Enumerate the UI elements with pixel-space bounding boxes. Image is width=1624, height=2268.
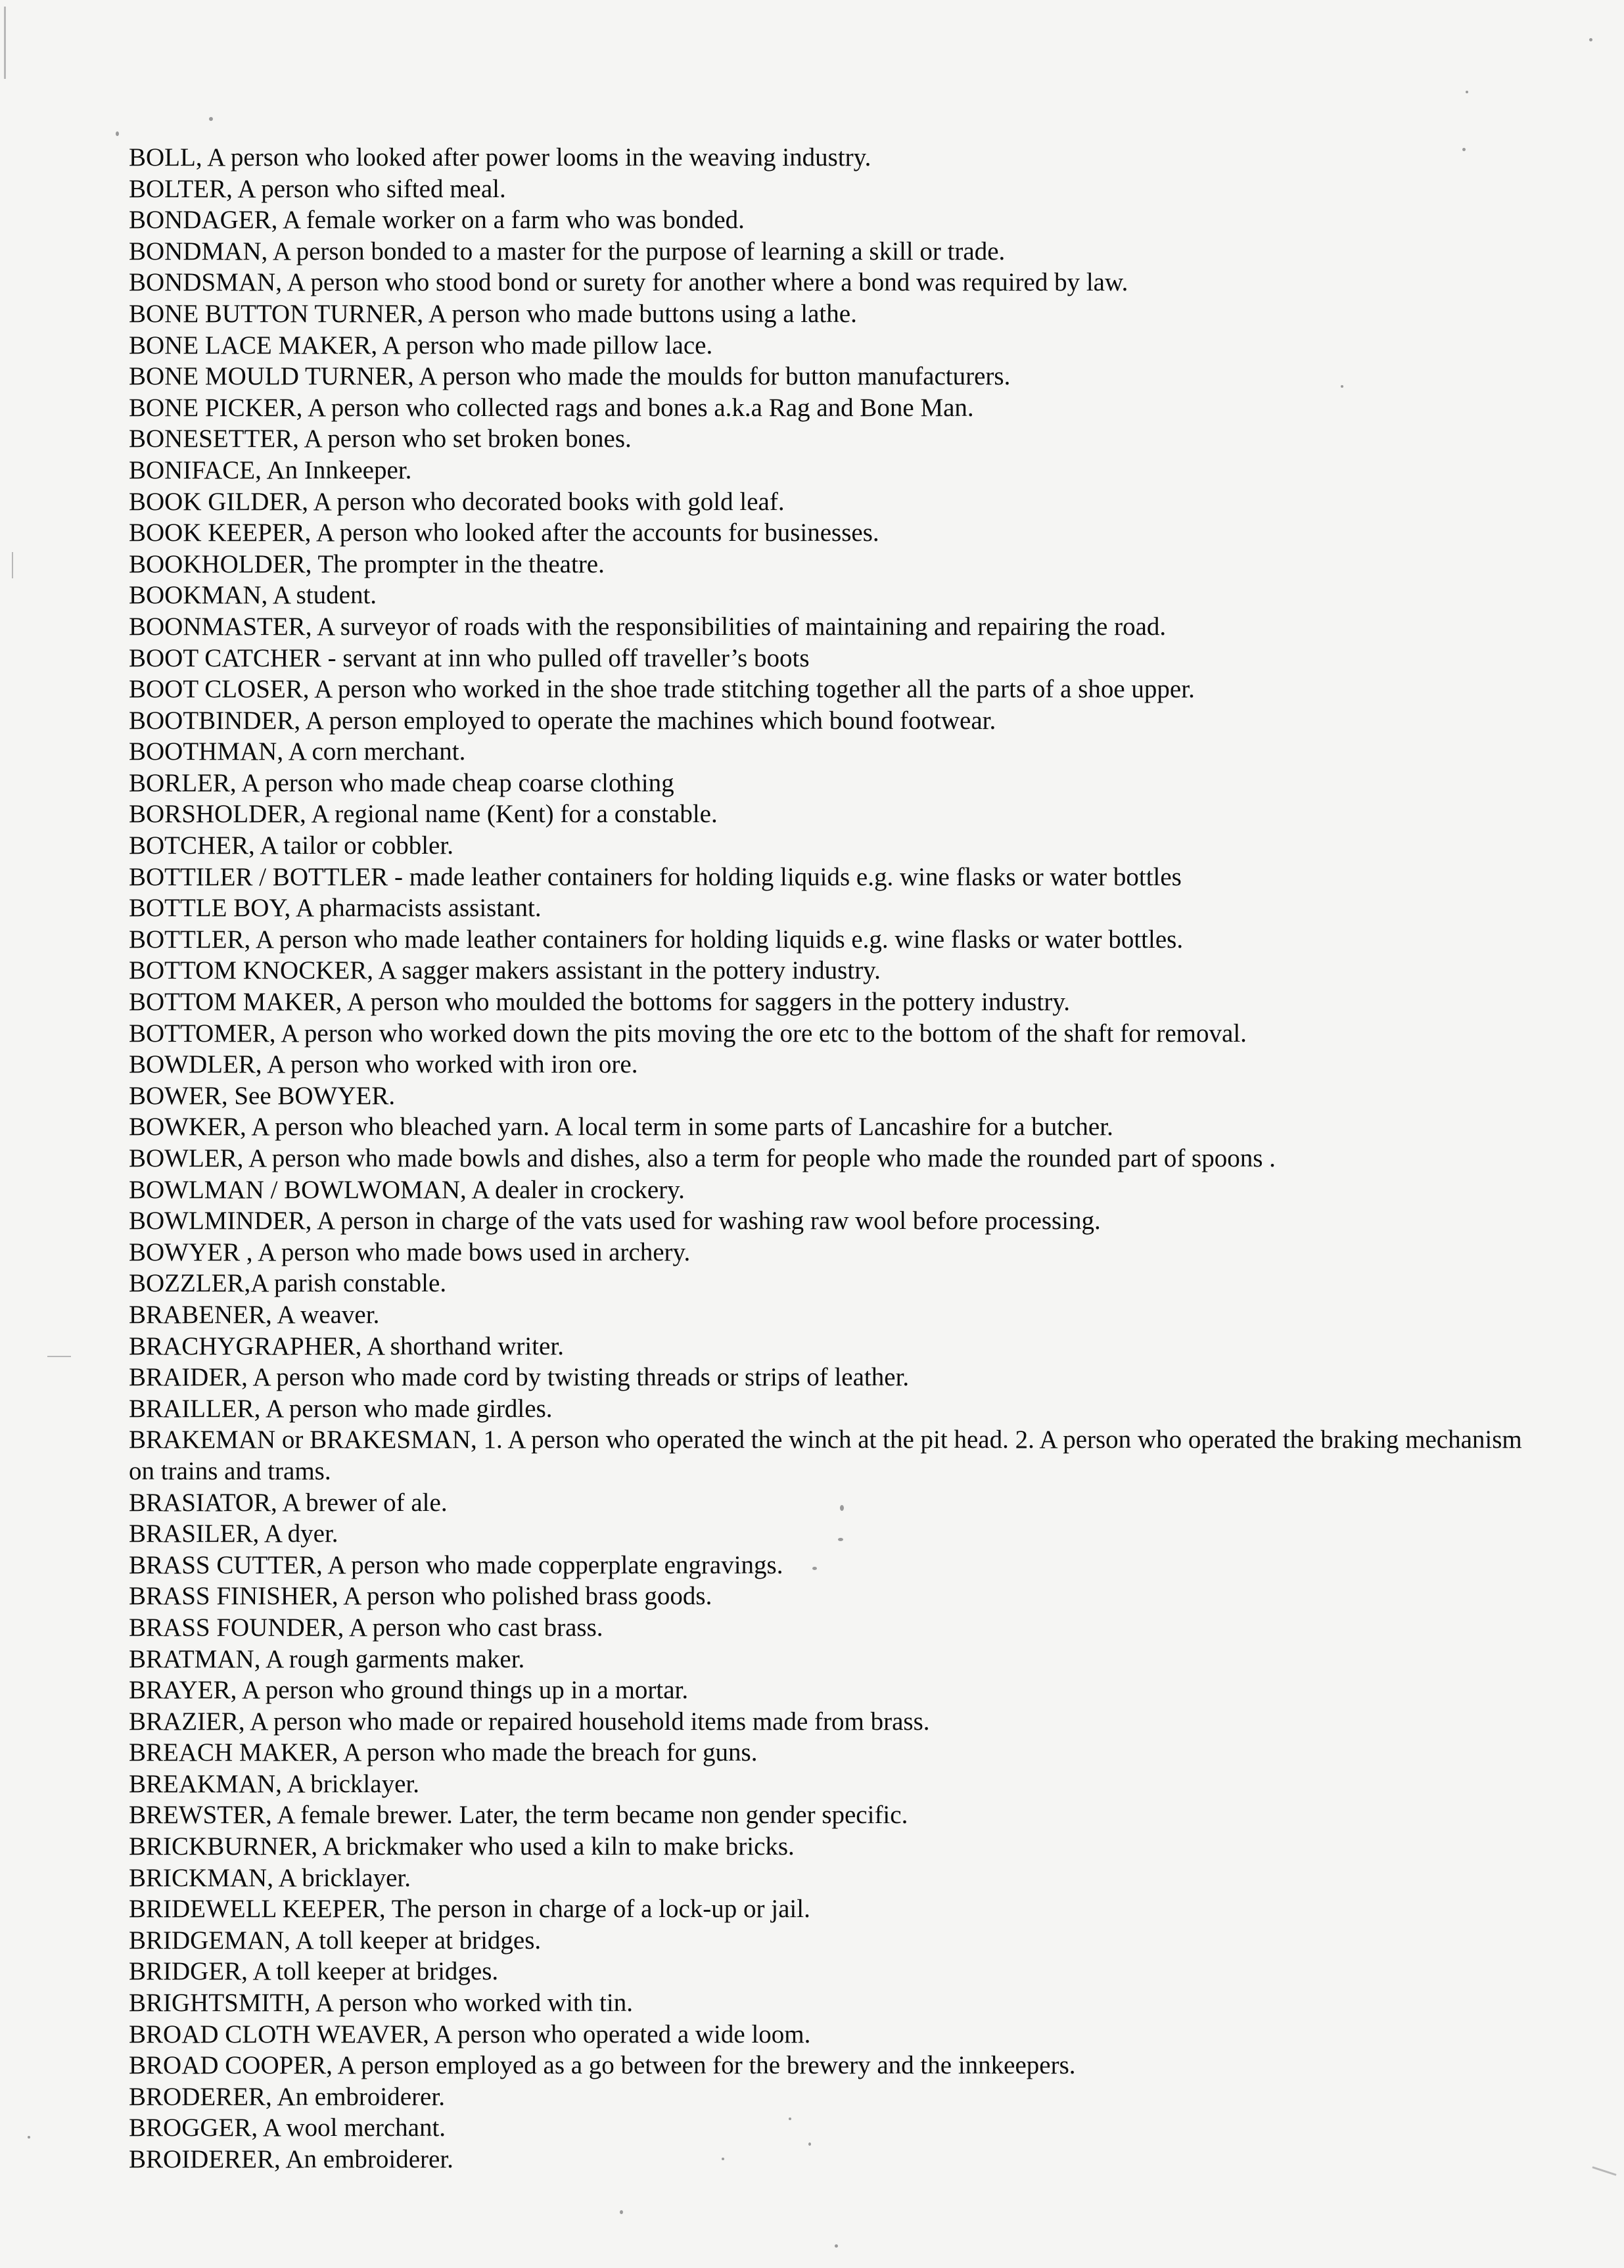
scan-speck xyxy=(840,1505,844,1511)
glossary-entry: BREWSTER, A female brewer. Later, the term became non gender specific. xyxy=(129,1801,908,1830)
glossary-entry: BRIGHTSMITH, A person who worked with tin. xyxy=(129,1989,633,2018)
glossary-entry: BROIDERER, An embroiderer. xyxy=(129,2145,453,2173)
glossary-entry: BROGGER, A wool merchant. xyxy=(129,2114,446,2142)
glossary-entry: BONE LACE MAKER, A person who made pillow lace. xyxy=(129,331,713,359)
glossary-entry: BOOKHOLDER, The prompter in the theatre. xyxy=(129,549,605,578)
glossary-entry: BONE PICKER, A person who collected rags and bones a.k.a Rag and Bone Man. xyxy=(129,393,974,422)
glossary-entry: BONIFACE, An Innkeeper. xyxy=(129,455,412,484)
glossary-entry: BRABENER, A weaver. xyxy=(129,1300,380,1329)
glossary-entry: BOLTER, A person who sifted meal. xyxy=(129,174,506,203)
glossary-entry: BOOK KEEPER, A person who looked after the accounts for businesses. xyxy=(129,519,879,547)
glossary-entry: BRAYER, A person who ground things up in a mortar. xyxy=(129,1676,689,1705)
glossary-entry: BOTTOM MAKER, A person who moulded the bottoms for saggers in the pottery industry. xyxy=(129,988,1071,1017)
glossary-entry: BOLL, A person who looked after power looms in the weaving industry. xyxy=(129,143,871,172)
glossary-entry: BOWER, See BOWYER. xyxy=(129,1081,396,1110)
glossary-entry: BOTCHER, A tailor or cobbler. xyxy=(129,831,453,860)
glossary-entry: BOTTOMER, A person who worked down the pits moving the ore etc to the bottom of the shaft for removal. xyxy=(129,1019,1247,1048)
glossary-entry: BOWYER , A person who made bows used in archery. xyxy=(129,1238,691,1266)
glossary-entry: BOWLMAN / BOWLWOMAN, A dealer in crockery. xyxy=(129,1175,685,1204)
glossary-entry: BRIDGEMAN, A toll keeper at bridges. xyxy=(129,1926,542,1955)
glossary-entry: BONE BUTTON TURNER, A person who made buttons using a lathe. xyxy=(129,299,857,328)
scan-speck xyxy=(1466,91,1468,93)
glossary-entry: BOWKER, A person who bleached yarn. A local term in some parts of Lancashire for a butcher. xyxy=(129,1113,1113,1142)
glossary-entry: BONDMAN, A person bonded to a master for the purpose of learning a skill or trade. xyxy=(129,237,1006,266)
glossary-entry: BROAD CLOTH WEAVER, A person who operated a wide loom. xyxy=(129,2020,811,2048)
glossary-entry: BONESETTER, A person who set broken bones. xyxy=(129,425,632,453)
glossary-entry: BOOT CATCHER - servant at inn who pulled off traveller’s boots xyxy=(129,643,810,672)
scan-speck xyxy=(1341,385,1343,388)
scan-speck xyxy=(620,2210,623,2214)
glossary-entry: BRATMAN, A rough garments maker. xyxy=(129,1644,525,1673)
scan-speck xyxy=(209,117,213,121)
glossary-entry: BRAKEMAN or BRAKESMAN, 1. A person who operated the winch at the pit head. 2. A person who operated the braking mechanism on trains and trams. xyxy=(129,1425,1522,1485)
glossary-entry: BRASILER, A dyer. xyxy=(129,1519,338,1548)
glossary-entry: BOWLER, A person who made bowls and dishes, also a term for people who made the rounded part of spoons . xyxy=(129,1144,1276,1172)
scan-speck xyxy=(1462,148,1466,151)
glossary-entry: BOOTBINDER, A person employed to operate the machines which bound footwear. xyxy=(129,706,996,735)
scan-speck xyxy=(722,2158,724,2160)
glossary-list xyxy=(129,142,1542,2175)
glossary-entry: BRASS FINISHER, A person who polished brass goods. xyxy=(129,1582,712,1611)
scan-speck xyxy=(808,2142,811,2146)
glossary-entry: BRODERER, An embroiderer. xyxy=(129,2082,445,2111)
scan-speck xyxy=(28,2136,30,2139)
glossary-entry: BONDAGER, A female worker on a farm who was bonded. xyxy=(129,206,745,235)
scan-speck xyxy=(835,2244,838,2248)
scan-speck xyxy=(1589,38,1592,41)
glossary-entry: BOWDLER, A person who worked with iron ore. xyxy=(129,1050,638,1079)
glossary-entry: BREAKMAN, A bricklayer. xyxy=(129,1769,419,1798)
glossary-entry: BOZZLER,A parish constable. xyxy=(129,1269,447,1298)
glossary-entry: BOOT CLOSER, A person who worked in the shoe trade stitching together all the parts of a shoe upper. xyxy=(129,675,1195,704)
glossary-entry: BOONMASTER, A surveyor of roads with the responsibilities of maintaining and repairing the road. xyxy=(129,612,1167,641)
glossary-entry: BRAILLER, A person who made girdles. xyxy=(129,1394,553,1423)
glossary-entry: BRICKBURNER, A brickmaker who used a kiln to make bricks. xyxy=(129,1832,795,1861)
glossary-entry: BRIDGER, A toll keeper at bridges. xyxy=(129,1957,499,1986)
glossary-entry: BRACHYGRAPHER, A shorthand writer. xyxy=(129,1331,564,1360)
glossary-entry: BREACH MAKER, A person who made the breach for guns. xyxy=(129,1738,758,1767)
glossary-entry: BOTTLE BOY, A pharmacists assistant. xyxy=(129,894,542,923)
scan-edge-mark xyxy=(12,552,13,578)
glossary-entry: BOOK GILDER, A person who decorated books with gold leaf. xyxy=(129,487,785,516)
glossary-entry: BORSHOLDER, A regional name (Kent) for a constable. xyxy=(129,800,718,829)
glossary-entry: BRASS FOUNDER, A person who cast brass. xyxy=(129,1613,603,1642)
scan-speck xyxy=(812,1567,817,1570)
glossary-entry: BRASIATOR, A brewer of ale. xyxy=(129,1488,448,1517)
scan-edge-mark xyxy=(47,1356,71,1357)
glossary-entry: BOTTOM KNOCKER, A sagger makers assistant in the pottery industry. xyxy=(129,956,881,985)
scan-speck xyxy=(789,2118,791,2120)
glossary-entry: BOOTHMAN, A corn merchant. xyxy=(129,737,466,766)
scan-speck xyxy=(838,1538,843,1541)
glossary-entry: BRASS CUTTER, A person who made copperplate engravings. xyxy=(129,1550,783,1579)
glossary-entry: BONDSMAN, A person who stood bond or surety for another where a bond was required by law. xyxy=(129,268,1128,297)
glossary-entry: BRAZIER, A person who made or repaired household items made from brass. xyxy=(129,1707,930,1736)
glossary-entry: BOOKMAN, A student. xyxy=(129,581,377,610)
glossary-entry: BORLER, A person who made cheap coarse clothing xyxy=(129,768,674,797)
glossary-entry: BRICKMAN, A bricklayer. xyxy=(129,1863,411,1892)
glossary-entry: BOTTILER / BOTTLER - made leather containers for holding liquids e.g. wine flasks or water bottles xyxy=(129,862,1182,891)
glossary-entry: BOWLMINDER, A person in charge of the vats used for washing raw wool before processing. xyxy=(129,1207,1101,1236)
scan-speck xyxy=(116,131,119,136)
glossary-entry: BONE MOULD TURNER, A person who made the moulds for button manufacturers. xyxy=(129,362,1011,391)
scan-edge-mark xyxy=(4,7,6,79)
scan-edge-mark xyxy=(1592,2166,1616,2176)
glossary-entry: BOTTLER, A person who made leather containers for holding liquids e.g. wine flasks or water bottles. xyxy=(129,925,1184,954)
glossary-entry: BRIDEWELL KEEPER, The person in charge of a lock-up or jail. xyxy=(129,1895,810,1924)
glossary-entry: BRAIDER, A person who made cord by twisting threads or strips of leather. xyxy=(129,1363,910,1392)
glossary-entry: BROAD COOPER, A person employed as a go between for the brewery and the innkeepers. xyxy=(129,2051,1076,2080)
